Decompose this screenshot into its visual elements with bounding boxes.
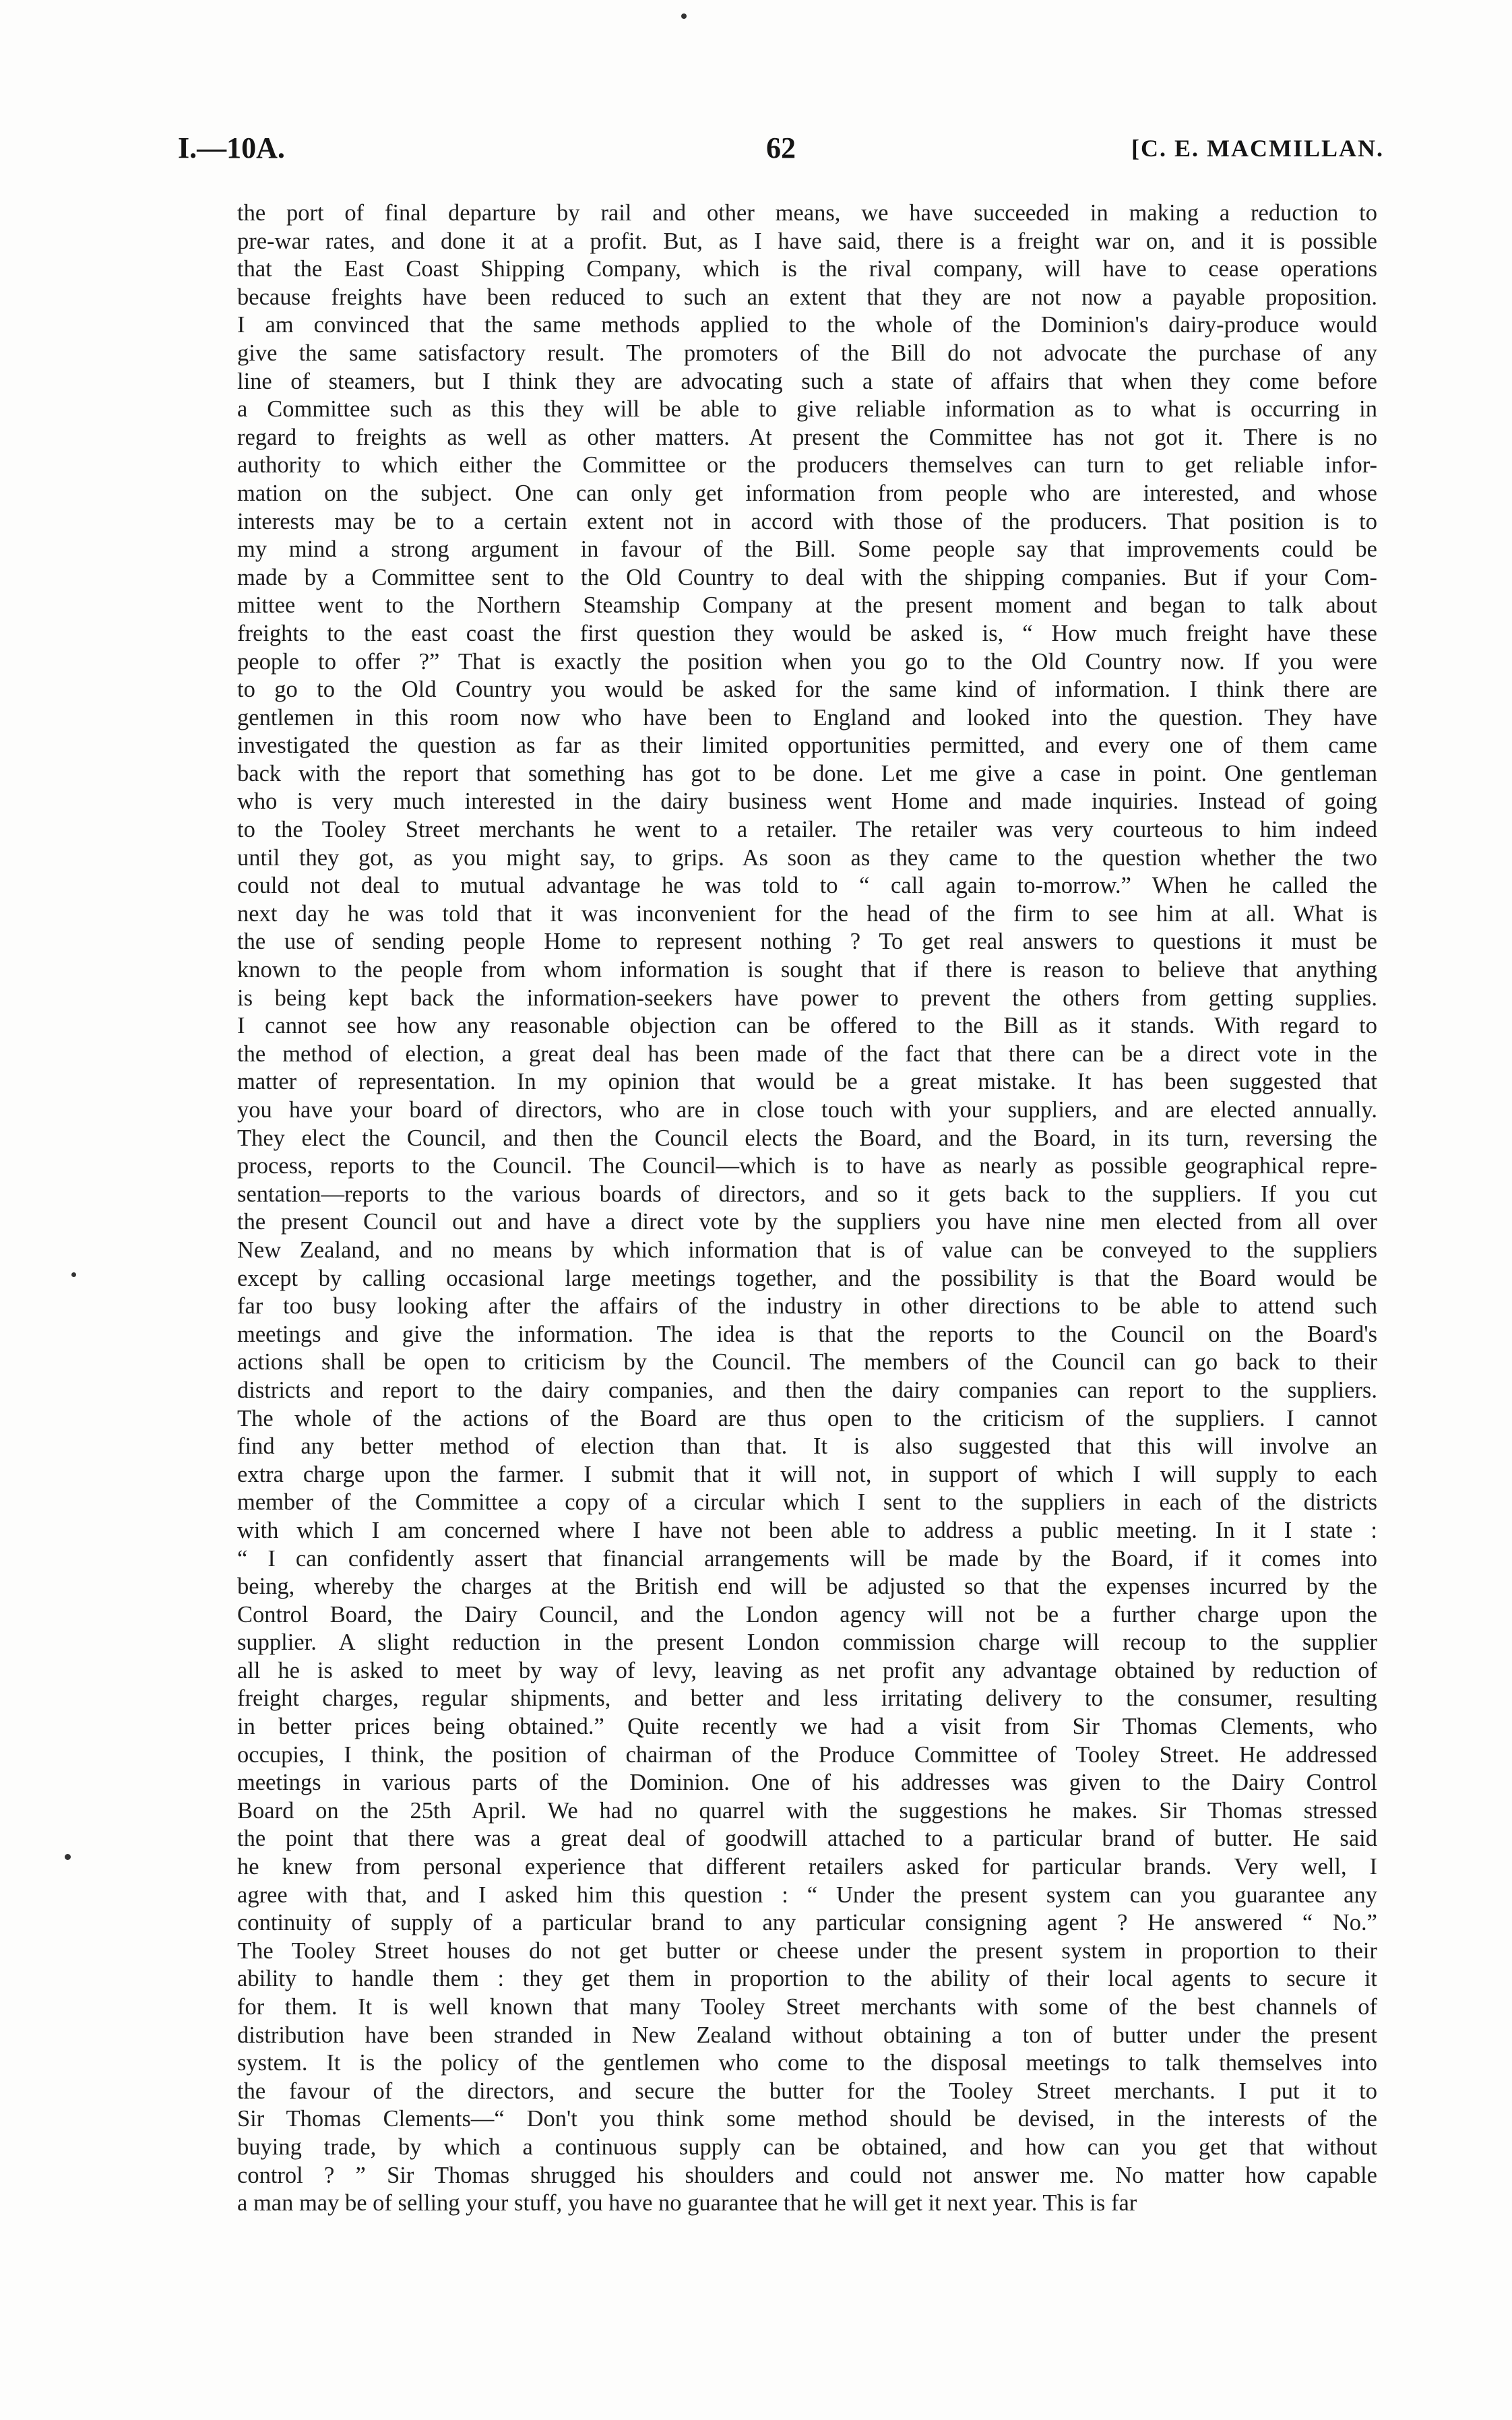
text-line: line of steamers, but I think they are advocating such a state of affairs that when they come before [237, 368, 1377, 394]
text-line: regard to freights as well as other matters. At present the Committee has not got it. There is no [237, 424, 1377, 450]
text-line: “ I can confidently assert that financial arrangements will be made by the Board, if it comes into [237, 1545, 1377, 1572]
text-line: the point that there was a great deal of goodwill attached to a particular brand of butter. He said [237, 1826, 1377, 1852]
text-line: districts and report to the dairy companies, and then the dairy companies can report to the suppliers. [237, 1377, 1377, 1403]
text-line: a Committee such as this they will be able to give reliable information as to what is occurring in [237, 396, 1377, 423]
text-line: until they got, as you might say, to grips. As soon as they came to the question whether the two [237, 844, 1377, 871]
text-line: people to offer ?” That is exactly the position when you go to the Old Country now. If you were [237, 648, 1377, 675]
text-line: I cannot see how any reasonable objection can be offered to the Bill as it stands. With regard to [237, 1013, 1377, 1039]
text-line: New Zealand, and no means by which information that is of value can be conveyed to the suppliers [237, 1237, 1377, 1263]
text-line: find any better method of election than that. It is also suggested that this will involve an [237, 1433, 1377, 1460]
text-line: They elect the Council, and then the Council elects the Board, and the Board, in its turn, reversing the [237, 1125, 1377, 1151]
text-line: next day he was told that it was inconvenient for the head of the firm to see him at all. What is [237, 900, 1377, 927]
text-line: give the same satisfactory result. The promoters of the Bill do not advocate the purchase of any [237, 340, 1377, 366]
print-speck [65, 1854, 71, 1860]
text-line: investigated the question as far as their limited opportunities permitted, and every one of them came [237, 733, 1377, 759]
text-line: made by a Committee sent to the Old Country to deal with the shipping companies. But if your Com- [237, 564, 1377, 590]
text-line: sentation—reports to the various boards of directors, and so it gets back to the suppliers. If you cut [237, 1181, 1377, 1207]
print-speck [681, 13, 687, 19]
text-line: the present Council out and have a direct vote by the suppliers you have nine men elected from all over [237, 1209, 1377, 1235]
text-line: The whole of the actions of the Board are thus open to the criticism of the suppliers. I cannot [237, 1405, 1377, 1431]
speaker-name: [C. E. MACMILLAN. [1131, 135, 1384, 162]
text-line: agree with that, and I asked him this question : “ Under the present system can you guarantee any [237, 1882, 1377, 1908]
text-line: because freights have been reduced to such an extent that they are not now a payable proposition. [237, 284, 1377, 310]
text-line: with which I am concerned where I have not been able to address a public meeting. In it I state : [237, 1517, 1377, 1543]
text-line: meetings and give the information. The idea is that the reports to the Council on the Board's [237, 1321, 1377, 1347]
text-line: Sir Thomas Clements—“ Don't you think some method should be devised, in the interests of the [237, 2106, 1377, 2132]
text-line: the method of election, a great deal has been made of the fact that there can be a direct vote in the [237, 1041, 1377, 1067]
print-speck [71, 1272, 76, 1277]
text-line: continuity of supply of a particular brand to any particular consigning agent ? He answered “ No.” [237, 1910, 1377, 1936]
text-line: far too busy looking after the affairs of the industry in other directions to be able to attend such [237, 1293, 1377, 1320]
text-line: control ? ” Sir Thomas shrugged his shoulders and could not answer me. No matter how capable [237, 2162, 1377, 2188]
page-number: 62 [766, 131, 796, 164]
text-line: my mind a strong argument in favour of the Bill. Some people say that improvements could be [237, 536, 1377, 563]
text-line: freight charges, regular shipments, and better and less irritating delivery to the consumer, resulting [237, 1685, 1377, 1712]
text-line: mittee went to the Northern Steamship Company at the present moment and began to talk about [237, 592, 1377, 619]
report-reference: I.—10A. [178, 131, 285, 164]
text-line: could not deal to mutual advantage he was told to “ call again to-morrow.” When he called the [237, 873, 1377, 899]
text-line: meetings in various parts of the Dominion. One of his addresses was given to the Dairy Control [237, 1770, 1377, 1796]
text-line: authority to which either the Committee or the producers themselves can turn to get reliable infor- [237, 452, 1377, 478]
text-line: pre-war rates, and done it at a profit. But, as I have said, there is a freight war on, and it is possible [237, 228, 1377, 254]
text-line: system. It is the policy of the gentlemen who come to the disposal meetings to talk themselves into [237, 2050, 1377, 2076]
text-line: actions shall be open to criticism by the Council. The members of the Council can go back to their [237, 1349, 1377, 1375]
text-line: occupies, I think, the position of chairman of the Produce Committee of Tooley Street. He addressed [237, 1741, 1377, 1768]
text-line: who is very much interested in the dairy business went Home and made inquiries. Instead of going [237, 788, 1377, 815]
text-line: interests may be to a certain extent not in accord with those of the producers. That position is to [237, 508, 1377, 534]
text-line: is being kept back the information-seekers have power to prevent the others from getting supplies. [237, 985, 1377, 1011]
text-line: ability to handle them : they get them in proportion to the ability of their local agents to secure it [237, 1966, 1377, 1992]
text-line: buying trade, by which a continuous supply can be obtained, and how can you get that without [237, 2134, 1377, 2160]
text-line: member of the Committee a copy of a circular which I sent to the suppliers in each of the districts [237, 1489, 1377, 1516]
text-line: except by calling occasional large meetings together, and the possibility is that the Board would be [237, 1265, 1377, 1291]
text-line: the port of final departure by rail and other means, we have succeeded in making a reduction to [237, 200, 1377, 226]
text-line: you have your board of directors, who are in close touch with your suppliers, and are elected annually. [237, 1097, 1377, 1123]
text-line: he knew from personal experience that different retailers asked for particular brands. Very well, I [237, 1854, 1377, 1880]
text-line: freights to the east coast the first question they would be asked is, “ How much freight have these [237, 620, 1377, 646]
text-line: Control Board, the Dairy Council, and the London agency will not be a further charge upon the [237, 1601, 1377, 1627]
text-line: process, reports to the Council. The Council—which is to have as nearly as possible geographical repre- [237, 1153, 1377, 1179]
text-line: for them. It is well known that many Tooley Street merchants with some of the best channels of [237, 1994, 1377, 2020]
page-header [178, 125, 1384, 172]
text-line: supplier. A slight reduction in the present London commission charge will recoup to the supplier [237, 1630, 1377, 1656]
text-line: the use of sending people Home to represent nothing ? To get real answers to questions it must be [237, 929, 1377, 955]
text-line: Board on the 25th April. We had no quarrel with the suggestions he makes. Sir Thomas stressed [237, 1797, 1377, 1824]
text-line: mation on the subject. One can only get information from people who are interested, and whose [237, 480, 1377, 506]
text-line: matter of representation. In my opinion that would be a great mistake. It has been suggested that [237, 1069, 1377, 1095]
text-line: in better prices being obtained.” Quite recently we had a visit from Sir Thomas Clements, who [237, 1714, 1377, 1740]
text-line: extra charge upon the farmer. I submit that it will not, in support of which I will supply to each [237, 1461, 1377, 1487]
body-paragraph [237, 199, 1377, 2218]
text-line: gentlemen in this room now who have been to England and looked into the question. They have [237, 704, 1377, 731]
text-line: the favour of the directors, and secure the butter for the Tooley Street merchants. I put it to [237, 2078, 1377, 2104]
text-line: being, whereby the charges at the British end will be adjusted so that the expenses incurred by the [237, 1574, 1377, 1600]
text-line: The Tooley Street houses do not get butter or cheese under the present system in proportion to their [237, 1937, 1377, 1964]
text-line: to go to the Old Country you would be asked for the same kind of information. I think there are [237, 677, 1377, 703]
text-line: that the East Coast Shipping Company, which is the rival company, will have to cease operations [237, 256, 1377, 282]
text-line: I am convinced that the same methods applied to the whole of the Dominion's dairy-produce would [237, 312, 1377, 338]
text-line: a man may be of selling your stuff, you have no guarantee that he will get it next year. This is far [237, 2190, 1137, 2216]
text-line: all he is asked to meet by way of levy, leaving as net profit any advantage obtained by reduction of [237, 1657, 1377, 1683]
text-line: to the Tooley Street merchants he went to a retailer. The retailer was very courteous to him indeed [237, 817, 1377, 843]
text-line: distribution have been stranded in New Zealand without obtaining a ton of butter under the present [237, 2022, 1377, 2048]
text-line: back with the report that something has got to be done. Let me give a case in point. One gentleman [237, 760, 1377, 786]
text-line: known to the people from whom information is sought that if there is reason to believe that anything [237, 957, 1377, 983]
